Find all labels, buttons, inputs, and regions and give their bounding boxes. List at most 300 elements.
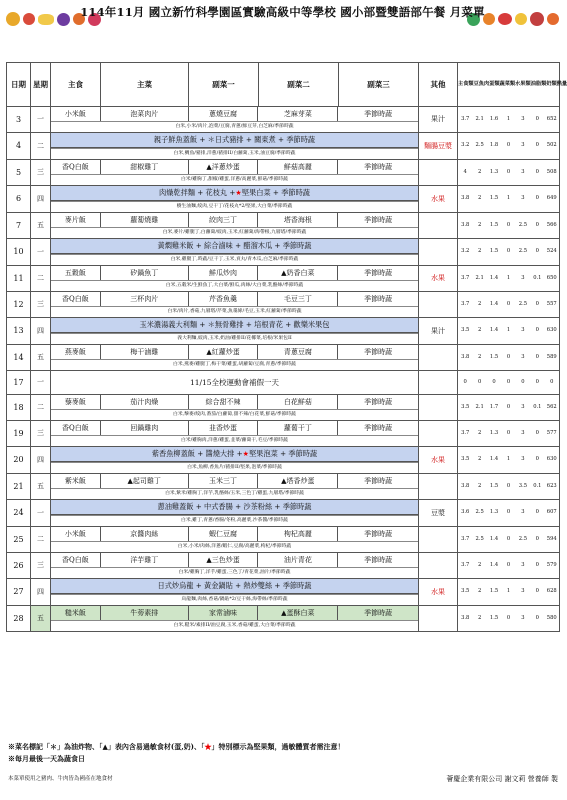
nutrient-value: 0: [535, 509, 539, 516]
row-nutrients: [458, 553, 560, 579]
nutrient-value: 3: [521, 403, 525, 410]
dish-side1: ▲紅蘿炒蛋: [189, 345, 259, 359]
nutrient-value: 0.1: [533, 274, 542, 281]
row-date: 5: [7, 160, 31, 186]
ingredients: 白米,魚柳,香魚片/豬排II/堅果,泡菜/季節時蔬: [51, 462, 418, 473]
nutrient-value: 0: [506, 142, 511, 149]
nutrient-value: 649: [546, 195, 557, 202]
nutrient-value: 3.6: [461, 509, 470, 516]
row-nutrients: [458, 500, 560, 527]
row-nutrients: [458, 579, 560, 606]
nutrient-value: 0: [550, 378, 554, 385]
dish-cells: [51, 345, 418, 359]
nutrient-value: 1.3: [489, 509, 499, 516]
dish-main: 茄汁肉燥: [101, 395, 189, 409]
row-other: 水果: [419, 447, 458, 474]
nutrient-values: [458, 355, 559, 360]
row-other: [419, 213, 458, 239]
nutrient-value: 1.4: [489, 300, 499, 307]
dish-side2: 蘿蔔干丁: [258, 421, 338, 435]
nutrient-value: 2: [477, 195, 482, 202]
row-other: 果汁: [419, 318, 458, 345]
nutrient-value: 3.7: [461, 561, 470, 568]
row-menu: [51, 500, 419, 527]
header-side2: 副菜二: [259, 63, 339, 107]
nutrient-header: 奶類: [546, 80, 557, 87]
nutrient-values: [458, 405, 559, 410]
row-date: 26: [7, 553, 31, 579]
nutrient-value: 652: [546, 115, 557, 122]
dish-cells: [51, 474, 418, 488]
row-date: 25: [7, 527, 31, 553]
dish-staple: 糙米飯: [51, 606, 101, 620]
dish-side2: ▲塔香炒蛋: [258, 474, 338, 488]
dish-staple: 麥片飯: [51, 213, 101, 227]
nutrient-value: 2: [477, 588, 482, 595]
nutrient-header: 熱量: [556, 80, 567, 87]
holiday-note: 11/15全校運動會補假一天: [189, 377, 280, 387]
table-row: [7, 292, 560, 318]
row-date: 13: [7, 318, 31, 345]
dish-staple: 小米飯: [51, 527, 101, 541]
dish-staple: 香Q白飯: [51, 421, 101, 435]
menu-body: [7, 107, 560, 632]
nutrient-value: 2: [477, 561, 482, 568]
row-menu: [51, 266, 419, 292]
nutrient-value: 2: [477, 248, 482, 255]
row-other: [419, 421, 458, 447]
ingredients: 白米/肉片,香菇,九層塔/芹菜,魚羹條/毛豆,玉米,紅蘿蔔/季節時蔬: [51, 306, 418, 317]
ingredients: 白米,小米/肉片,泡菜/豆腐,青蔥/綠豆芽,白芝麻/季節時蔬: [51, 121, 418, 132]
dish-side3: 季節時蔬: [364, 162, 393, 171]
row-date: 6: [7, 186, 31, 213]
dish-main: 泡菜肉片: [101, 107, 189, 121]
row-nutrients: [458, 371, 560, 395]
nutrient-value: 3: [521, 456, 525, 463]
nutrient-value: 3: [521, 274, 525, 281]
nutrient-value: 1: [506, 327, 511, 334]
dish-cells: [51, 266, 418, 280]
nutrient-values: [458, 431, 559, 436]
row-menu: [51, 606, 419, 632]
nutrient-value: 1.5: [489, 195, 499, 202]
dish-side1: 絞肉三丁: [189, 213, 259, 227]
dish-cells: [51, 160, 418, 174]
nutrient-value: 1: [506, 195, 511, 202]
row-weekday: 五: [31, 474, 51, 500]
nutrient-value: 3.8: [461, 221, 470, 228]
row-weekday: 一: [31, 239, 51, 266]
nutrient-value: 1: [506, 456, 511, 463]
nutrient-value: 0: [535, 456, 539, 463]
notes: [8, 741, 558, 765]
nutrient-value: 2.5: [518, 221, 528, 228]
ingredients: 白米,紫米/雞胸丁,洋芋,乳酪絲/玉米,三色丁/雞蛋,九層塔/季節時蔬: [51, 488, 418, 499]
nutrient-value: 502: [546, 142, 557, 149]
row-nutrients: [458, 447, 560, 474]
ingredients: 白米,糙米/素排II/油豆腐,玉米,香菇/雞蛋,大白菜/季節時蔬: [51, 620, 418, 631]
dish-main: 甜椒雞丁: [101, 160, 189, 174]
row-weekday: 四: [31, 186, 51, 213]
dish-side2: 毛豆三丁: [258, 292, 338, 306]
dish-side3: 季節時蔬: [364, 476, 393, 485]
nutrient-value: 1: [506, 274, 511, 281]
combo-meal-text: 肉燥乾拌麵 + 花枝丸 +: [159, 188, 236, 198]
table-row: [7, 500, 560, 527]
nutrient-values: [458, 170, 559, 175]
nutrient-value: 0: [521, 378, 525, 385]
nutrient-header: 豆魚肉蛋類: [473, 80, 500, 87]
row-other: [419, 292, 458, 318]
row-nutrients: [458, 345, 560, 371]
nutrient-value: 2: [477, 327, 482, 334]
row-menu: [51, 474, 419, 500]
note-legend-a: ※菜名標記「＊」為油炸物、「▲」表內含易過敏食材(蛋,奶)、「: [8, 742, 205, 751]
dish-staple: 燕麥飯: [51, 345, 101, 359]
row-other: [419, 395, 458, 421]
dish-main: 梅干滷雞: [101, 345, 189, 359]
nutrient-values: [458, 249, 559, 254]
nutrient-values: [458, 616, 559, 621]
nutrient-value: 1.4: [489, 327, 499, 334]
table-row: [7, 553, 560, 579]
nutrient-value: 3.7: [461, 274, 470, 281]
dish-cells: [51, 213, 418, 227]
nutrient-value: 0: [535, 588, 539, 595]
header-side3: 副菜三: [339, 63, 419, 107]
nutrient-values: [458, 302, 559, 307]
header-date: 日期: [7, 63, 31, 107]
nutrient-value: 3: [521, 142, 525, 149]
nutrient-value: 3.2: [461, 142, 470, 149]
nutrient-value: 2.5: [518, 300, 528, 307]
note-legend-b: 」特別標示為堅果類，過敏體質者需注意！: [211, 742, 345, 751]
row-weekday: 二: [31, 527, 51, 553]
dish-main: 三杯肉片: [101, 292, 189, 306]
row-menu: [51, 239, 419, 266]
dish-staple: 紫米飯: [51, 474, 101, 488]
combo-meal: [51, 447, 418, 462]
table-row: [7, 107, 560, 133]
nutrient-values: [458, 457, 559, 462]
table-row: [7, 395, 560, 421]
table-row: [7, 371, 560, 395]
header-weekday: 星期: [31, 63, 51, 107]
nutrient-value: 3: [521, 614, 525, 621]
nutrient-value: 3.7: [461, 300, 470, 307]
nutrient-value: 3.8: [461, 614, 470, 621]
row-other: [419, 160, 458, 186]
nutrient-value: 3: [521, 429, 525, 436]
nutrient-value: 0: [535, 561, 539, 568]
row-weekday: 五: [31, 345, 51, 371]
row-date: 11: [7, 266, 31, 292]
dish-cells: [51, 553, 418, 567]
nutrient-value: 0: [506, 221, 511, 228]
nutrient-value: 580: [546, 614, 557, 621]
dish-side3: 季節時蔬: [364, 555, 393, 564]
dish-side2: 青蔥豆腐: [258, 345, 338, 359]
row-nutrients: [458, 266, 560, 292]
nutrient-value: 0: [506, 561, 511, 568]
nutrient-value: 0.1: [533, 403, 542, 410]
dish-side1: 玉米三丁: [189, 474, 259, 488]
dish-cells: [51, 606, 418, 620]
dish-side3: 季節時蔬: [364, 294, 393, 303]
nutrient-value: 3.5: [461, 456, 470, 463]
ingredients: 白米,五穀米/生鮮魚丁,大白菜/鮮瓜,肉絲/大白菜,乳酪絲/季節時蔬: [51, 280, 418, 291]
row-other: 水果: [419, 266, 458, 292]
dish-side1: 蔥燒豆腐: [189, 107, 259, 121]
dish-side3: 季節時蔬: [364, 109, 393, 118]
dish-side1: 韭香炒蛋: [189, 421, 259, 435]
row-menu: [51, 395, 419, 421]
star-icon: ★: [235, 188, 242, 198]
nutrient-value: 2.1: [475, 403, 484, 410]
row-date: 7: [7, 213, 31, 239]
dish-main: 矽鍋魚丁: [101, 266, 189, 280]
nutrient-value: 577: [546, 429, 557, 436]
nutrient-values: [458, 196, 559, 201]
row-other: 果汁: [419, 107, 458, 133]
dish-cells: [51, 292, 418, 306]
row-menu: [51, 160, 419, 186]
nutrient-value: 0: [535, 115, 539, 122]
ingredients: 白米/雞胸肉,洋蔥/雞蛋,韭菜/蘿蔔干,毛豆/季節時蔬: [51, 435, 418, 446]
header-other: 其他: [419, 63, 458, 107]
row-nutrients: [458, 474, 560, 500]
row-weekday: 四: [31, 579, 51, 606]
row-weekday: 二: [31, 266, 51, 292]
nutrient-value: 1.6: [489, 115, 499, 122]
table-row: [7, 345, 560, 371]
row-weekday: 四: [31, 447, 51, 474]
nutrient-value: 0: [535, 142, 539, 149]
combo-meal-text: 堅果泡菜 + 季節時蔬: [249, 449, 318, 459]
nutrient-value: 3: [521, 509, 525, 516]
row-nutrients: [458, 186, 560, 213]
nutrient-value: 562: [546, 403, 557, 410]
row-weekday: 一: [31, 500, 51, 527]
note-veg-day-text: ※每月最後一天為蔬食日: [8, 754, 85, 763]
table-row: [7, 474, 560, 500]
nutrient-value: 630: [546, 327, 557, 334]
dish-staple: 藜麥飯: [51, 395, 101, 409]
dish-main: 回鍋雞肉: [101, 421, 189, 435]
nutrient-values: [458, 328, 559, 333]
nutrient-value: 1.4: [489, 535, 499, 542]
nutrient-value: 3: [521, 195, 525, 202]
row-nutrients: [458, 318, 560, 345]
nutrient-value: 3.8: [461, 195, 470, 202]
nutrient-value: 3.5: [461, 588, 470, 595]
dish-side2: ▲蛋酥白菜: [258, 606, 338, 620]
ingredients: 白米,雞腿丁,時蔬/豆干丁,玉米,貢丸/青木瓜,白芝麻/季節時蔬: [51, 254, 418, 265]
table-row: [7, 186, 560, 213]
nutrient-value: 0: [506, 168, 511, 175]
dish-main: ▲起司雞丁: [101, 474, 189, 488]
dish-side1: 家常滷味: [189, 606, 259, 620]
row-nutrients: [458, 606, 560, 632]
nutrient-value: 650: [546, 274, 557, 281]
table-row: [7, 160, 560, 186]
row-weekday: 三: [31, 160, 51, 186]
row-menu: [51, 553, 419, 579]
nutrient-value: 607: [546, 509, 557, 516]
table-row: [7, 318, 560, 345]
dish-side2: ▲奶香白菜: [258, 266, 338, 280]
row-date: 24: [7, 500, 31, 527]
dish-cells: [51, 395, 418, 409]
nutrient-value: 0.1: [533, 482, 542, 489]
nutrient-value: 2: [477, 482, 482, 489]
combo-meal-text: 堅果白菜 + 季節時蔬: [241, 188, 310, 198]
dish-side3: 季節時蔬: [364, 608, 393, 617]
nutrient-value: 0: [535, 168, 539, 175]
dish-side3: 季節時蔬: [364, 529, 393, 538]
nutrient-value: 0: [492, 378, 496, 385]
row-weekday: 五: [31, 606, 51, 632]
row-weekday: 三: [31, 553, 51, 579]
dish-staple: 香Q白飯: [51, 160, 101, 174]
combo-meal: 日式炒烏龍 + 黃金鍋貼 + 熱炒雙絲 + 季節時蔬: [51, 579, 418, 594]
dish-main: 蘿蔔燒雞: [101, 213, 189, 227]
header-side1: 副菜一: [189, 63, 259, 107]
table-row: [7, 579, 560, 606]
nutrient-value: 0: [506, 614, 511, 621]
row-menu: [51, 579, 419, 606]
nutrient-value: 1.5: [489, 248, 499, 255]
nutrient-value: 0: [535, 248, 539, 255]
header-nutrients: [458, 63, 567, 107]
ingredients: 義大利麵,絞肉,玉米,奶油/雞排II/花椰菜,培根/米果包II: [51, 333, 418, 344]
page-title: 114年11月 國立新竹科學園區實驗高級中等學校 國小部暨雙語部午餐 月菜單: [80, 5, 485, 19]
row-menu: [51, 186, 419, 213]
dish-staple: 香Q白飯: [51, 553, 101, 567]
nutrient-value: 3: [521, 588, 525, 595]
nutrient-value: 1.5: [489, 482, 499, 489]
dish-cells: [51, 107, 418, 121]
star-icon: ★: [242, 449, 250, 459]
dish-cells: [51, 421, 418, 435]
row-date: 3: [7, 107, 31, 133]
nutrient-value: 2.1: [475, 274, 484, 281]
nutrient-value: 1: [506, 115, 511, 122]
nutrient-value: 0: [506, 248, 511, 255]
nutrient-values: [458, 143, 559, 148]
row-weekday: 二: [31, 133, 51, 160]
nutrient-value: 2: [477, 168, 482, 175]
nutrient-value: 3.7: [461, 115, 470, 122]
origin-note: 本菜單使用之豬肉、牛肉皆為國產在地食材: [8, 776, 113, 782]
row-nutrients: [458, 107, 560, 133]
nutrient-value: 628: [546, 588, 557, 595]
nutrient-value: 508: [546, 168, 557, 175]
dish-main: 洋芋雞丁: [101, 553, 189, 567]
nutrient-value: 0: [535, 614, 539, 621]
nutrient-values: [458, 380, 559, 385]
nutrient-value: 2.5: [475, 535, 484, 542]
nutrient-value: 0: [506, 300, 511, 307]
nutrient-value: 579: [546, 561, 557, 568]
row-weekday: 五: [31, 213, 51, 239]
nutrient-value: 3.5: [518, 482, 528, 489]
nutrient-value: 0: [535, 195, 539, 202]
dish-side1: 蝦仁豆腐: [189, 527, 259, 541]
row-date: 10: [7, 239, 31, 266]
row-weekday: 一: [31, 107, 51, 133]
row-menu: [51, 371, 419, 395]
dish-side2: 塔香海根: [258, 213, 338, 227]
row-menu: [51, 527, 419, 553]
header-staple: 主食: [51, 63, 101, 107]
nutrient-value: 0: [506, 482, 511, 489]
nutrient-value: 589: [546, 353, 557, 360]
nutrient-value: 557: [546, 300, 557, 307]
nutrient-value: 0: [535, 378, 539, 385]
row-date: 18: [7, 395, 31, 421]
row-menu: [51, 213, 419, 239]
combo-meal: 親子鮮魚蓋飯 + ＊日式豬排 + 關東煮 + 季節時蔬: [51, 133, 418, 148]
note-legend: [8, 741, 558, 753]
nutrient-value: 594: [546, 535, 557, 542]
menu-table: [6, 62, 567, 632]
row-nutrients: [458, 292, 560, 318]
dish-side1: 綜合甜不辣: [189, 395, 259, 409]
row-date: 17: [7, 371, 31, 395]
table-row: [7, 527, 560, 553]
nutrient-value: 1.8: [489, 142, 499, 149]
nutrient-value: 1.4: [489, 456, 499, 463]
nutrient-values: [458, 117, 559, 122]
nutrient-value: 524: [546, 248, 557, 255]
nutrient-value: 0: [535, 221, 539, 228]
nutrient-values: [458, 510, 559, 515]
dish-staple: 五穀飯: [51, 266, 101, 280]
nutrient-value: 0: [535, 353, 539, 360]
ingredients: 樹生油麵,絞肉,豆干丁/花枝丸*2/堅果,大白菜/季節時蔬: [51, 201, 418, 212]
row-other: [419, 371, 458, 395]
ingredients: 白米/雞胸丁,甜椒/雞蛋,洋蔥/高麗菜,鮮菇/季節時蔬: [51, 174, 418, 185]
row-menu: [51, 345, 419, 371]
nutrient-value: 1.4: [489, 274, 499, 281]
row-date: 27: [7, 579, 31, 606]
row-other: [419, 345, 458, 371]
table-row: [7, 447, 560, 474]
row-menu: [51, 133, 419, 160]
ingredients: 白米,鯛魚/豬排,洋蔥/豬排II/白蘿蔔,玉米,油豆腐/季節時蔬: [51, 148, 418, 159]
nutrient-value: 0: [506, 403, 511, 410]
note-veg-day: [8, 753, 558, 765]
dish-side3: 季節時蔬: [364, 215, 393, 224]
nutrient-value: 3.8: [461, 482, 470, 489]
nutrient-values: [458, 484, 559, 489]
row-other: [419, 239, 458, 266]
row-other: [419, 553, 458, 579]
nutrient-value: 0: [463, 378, 467, 385]
nutrient-value: 2: [477, 300, 482, 307]
nutrient-value: 0: [506, 429, 511, 436]
table-row: [7, 213, 560, 239]
nutrient-value: 2.5: [475, 142, 484, 149]
combo-meal-text: 紫香魚柳蓋飯 + 醬燒大排 +: [151, 449, 243, 459]
row-weekday: 三: [31, 421, 51, 447]
signature: 薈慶企業有限公司 謝文莉 營養師 製: [446, 775, 558, 783]
row-date: 21: [7, 474, 31, 500]
nutrient-value: 2: [477, 353, 482, 360]
row-weekday: 二: [31, 395, 51, 421]
nutrient-value: 1.3: [489, 429, 499, 436]
